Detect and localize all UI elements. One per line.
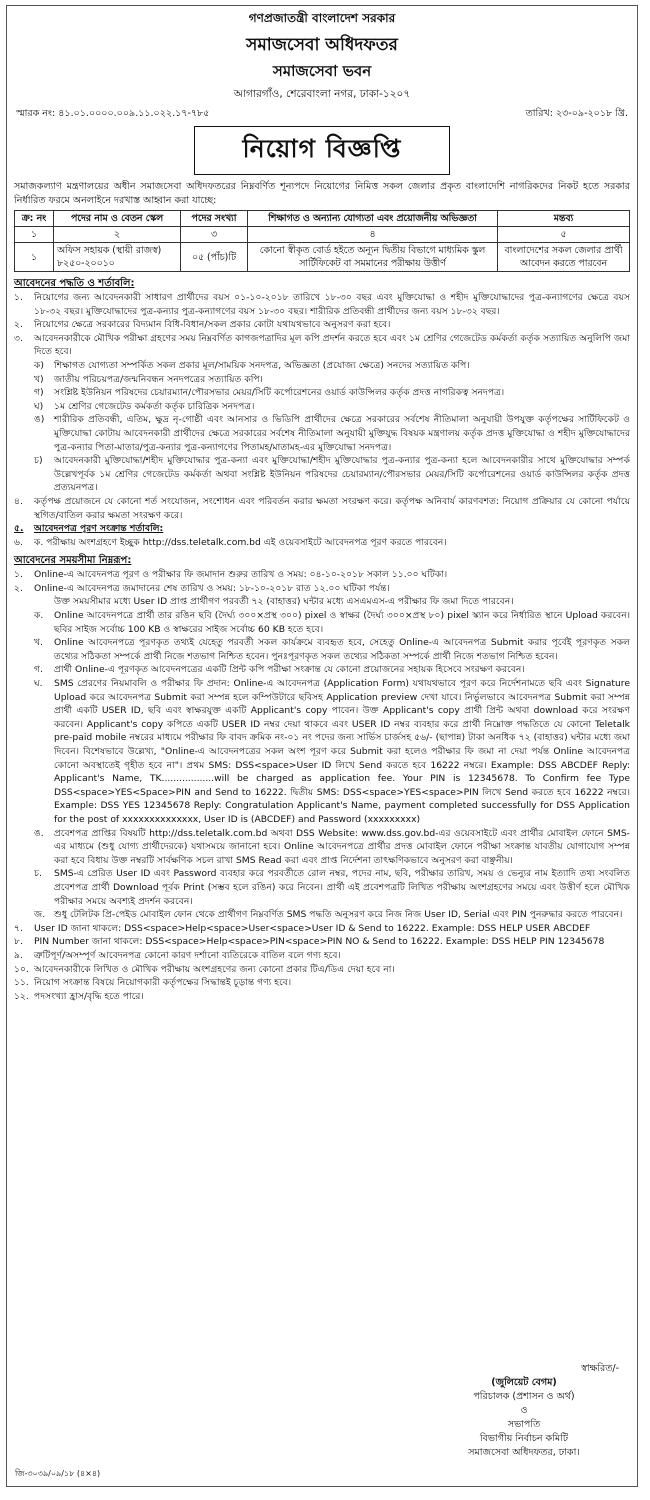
office-name: সমাজসেবা অধিদফতর, ঢাকা।	[468, 1447, 580, 1458]
list-item: ১১. নিয়োগ সংক্রান্ত বিষয়ে নিয়োগকারী কর্তৃপক্ষের সিদ্ধান্তই চূড়ান্ত গণ্য হবে।	[14, 977, 292, 989]
signatory-and: ও	[520, 1405, 528, 1416]
table-cell: অফিস সহায়ক (স্থায়ী রাজস্ব) ৮২৫০-২০০১০	[54, 243, 181, 272]
conditions-heading: আবেদনের পদ্ধতি ও শর্তাবলি:	[14, 278, 135, 289]
committee-name: বিভাগীয় নির্বাচন কমিটি	[479, 1433, 569, 1444]
letterhead	[14, 10, 630, 104]
list-item: ঙ. প্রবেশপত্র প্রাপ্তির বিষয়টি http://dss.teletalk.com.bd অথবা DSS Website: www.dss.gov.bd-এর ওয়েবসাইটে এবং প্রার্থীর মোবাইল ফোনে SMS-এর মাধ্যমে (শুধু যোগ্য প্রার্থীদেরকে) যথাসময়ে জানানো হবে। Online আবেদনপত্রে প্রার্থীর প্রদত্ত মোবাইল ফোনে পরীক্ষা সংক্রান্ত যাবতীয় যোগাযোগ সম্পন্ন করা হবে বিধায় উক্ত নম্বরটি সার্বক্ষণিক সচল রাখা SMS Read করা এবং প্রাপ্ত নির্দেশনা তাৎক্ষণিকভাবে অনুসরণ করা বাঞ্ছনীয়।	[34, 827, 630, 866]
notice-date: তারিখ: ২৩-০৯-২০১৮ খ্রি.	[525, 108, 628, 119]
intro-paragraph: সমাজকল্যাণ মন্ত্রণালয়ের অধীন সমাজসেবা অধিদফতরের নিম্নবর্ণিত শূন্যপদে নিয়োগের নিমিত্ত সকল জেলার প্রকৃত বাংলাদেশি নাগরিকদের নিকট হতে সরকার নির্ধারিত ফরমে অনলাইনে দরখাস্ত আহ্বান করা যাচ্ছে:	[14, 181, 630, 206]
list-item: ৩. আবেদনকারীকে মৌখিক পরীক্ষা গ্রহণের সময় নিম্নবর্ণিত কাগজপত্রাদির মূল কপি প্রদর্শন করতে হবে এবং ১ম শ্রেণির গেজেটেড কর্মকর্তা কর্তৃক সত্যায়িত অনুলিপি জমা দিতে হবে।	[14, 332, 630, 358]
list-item: খ) জাতীয় পরিচয়পত্র/জন্মনিবন্ধন সনদপত্রের সত্যায়িত কপি।	[34, 373, 263, 385]
header-qualification: শিক্ষাগত ও অন্যান্য যোগ্যতা এবং প্রয়োজনীয় অভিজ্ঞতা	[248, 211, 498, 227]
list-item: ২. নিয়োগের ক্ষেত্রে সরকারের বিদ্যমান বিধি-বিধান/সকল প্রকার কোটা যথাযথভাবে অনুসরণ করা হবে।	[14, 319, 391, 331]
table-cell: ৫	[498, 227, 630, 243]
list-item: ১০. আবেদনকারীকে লিখিত ও মৌখিক পরীক্ষায় অংশগ্রহণের জন্য কোনো প্রকার টিএ/ডিএ দেয়া হবে না।	[14, 963, 395, 975]
list-item: ৯. ত্রুটিপূর্ণ/অসম্পূর্ণ আবেদনপত্র কোনো কারণ দর্শানো ব্যতিরেকে বাতিল বলে গণ্য হবে।	[14, 949, 341, 961]
list-item: ৮. PIN Number জানা থাকলে: DSS<space>Help<space>PIN<space>PIN NO & Send to 16222. Example: DSS HELP PIN 12345678	[14, 936, 605, 948]
print-code: জি-৩০৩৯/০৯/১৮ (৪×৪)	[15, 1469, 101, 1478]
list-item: খ. Online আবেদনপত্রে পূরণকৃত তথ্যই যেহেতু পরবর্তী সকল কার্যক্রমে ব্যবহৃত হবে, সেহেতু Online-এ আবেদনপত্র Submit করার পূর্বেই পূরণকৃত সকল তথ্যের সঠিকতা সম্পর্কে প্রার্থী নিজে শতভাগ নিশ্চিত হবেন। পুনঃপূরণকৃত সকল তথ্যের সঠিকতা সম্পর্কে প্রার্থী নিজে শতভাগ নিশ্চিত হবেন।	[34, 637, 630, 662]
government-name: গণপ্রজাতন্ত্রী বাংলাদেশ সরকার	[248, 11, 396, 25]
signatory-role: সভাপতি	[507, 1419, 541, 1430]
table-cell: ০৫ (পাঁচ)টি	[181, 243, 248, 272]
list-item: উক্ত সময়সীমার মধ্যে User ID প্রাপ্ত প্রার্থীগণ পরবর্তী ৭২ (বাহাত্তর) ঘন্টার মধ্যে এসএমএস-এ পরীক্ষার ফি জমা দিতে পারবেন।	[54, 596, 514, 608]
signature-block	[429, 1362, 619, 1460]
reference-row	[14, 107, 630, 122]
list-item: ৬. ক. পরীক্ষায় অংশগ্রহণে ইচ্ছুক http://dss.teletalk.com.bd এই ওয়েবসাইটে আবেদনপত্র পূরণ করতে পারবেন।	[14, 536, 447, 548]
table-cell: ১	[15, 227, 54, 243]
vacancy-table	[14, 210, 630, 272]
notice-title-wrap	[14, 126, 630, 175]
schedule-heading: আবেদনের সময়সীমা নিম্নরূপ:	[14, 555, 132, 567]
teletalk-link[interactable]: http://dss.teletalk.com.bd	[142, 536, 261, 548]
header-serial: ক্র: নং	[15, 211, 54, 227]
list-item: চ) আবেদনকারী মুক্তিযোদ্ধা/শহীদ মুক্তিযোদ্ধার পুত্র-কন্যা এবং মুক্তিযোদ্ধা/শহীদ মুক্তিযোদ্ধার পুত্র-কন্যার পুত্র-কন্যা হলে আবেদনকারীর সাথে মুক্তিযোদ্ধার সম্পর্ক উল্লেখপূর্বক ১ম শ্রেণির গেজেটেড কর্মকর্তা অথবা সংশ্লিষ্ট ইউনিয়ন পরিষদের চেয়ারম্যান/পৌরসভার মেয়র/সিটি কর্পোরেশনের ওয়ার্ড কাউন্সিলর কর্তৃক প্রদত্ত প্রত্যয়নপত্র।	[34, 455, 630, 494]
table-row	[15, 243, 630, 272]
list-item: ৫. আবেদনপত্র পূরণ সংক্রান্ত শর্তাবলি:	[14, 523, 164, 535]
list-item: ঘ. SMS প্রেরণের নিয়মাবলি ও পরীক্ষার ফি প্রদান: Online-এ আবেদনপত্র (Application Form) যথাযথভাবে পূরণ করে নির্দেশনামতে ছবি এবং Signature Upload করে আবেদনপত্র Submit করা সম্পন্ন হলে কম্পিউটারে ছবিসহ Application preview দেখা যাবে। নির্ভুলভাবে আবেদনপত্র Submit করা সম্পন্ন প্রার্থী একটি USER ID, ছবি এবং স্বাক্ষরযুক্ত একটি Applicant's copy পাবেন। উক্ত Applicant's copy প্রার্থী প্রিন্ট অথবা download করে সংরক্ষণ করবেন। Applicant's copy কপিতে একটি USER ID নম্বর দেয়া থাকবে এবং USER ID নম্বর ব্যবহার করে প্রার্থী নিম্নোক্ত পদ্ধতিতে যে কোনো Teletalk pre-paid mobile নম্বরের মাধ্যমে পরীক্ষার ফি বাবদ ক্রমিক নং-০১ নং পদের জন্য সার্ভিস চার্জসহ ৫৬/- (ছাপান্ন) টাকা অনধিক ৭২ (বাহাত্তর) ঘন্টার মধ্যে জমা দিবেন। বিশেষভাবে উল্লেখ্য, "Online-এ আবেদনপত্রের সকল অংশ পূরণ করে Submit করা হলেও পরীক্ষার ফি জমা না দেয়া পর্যন্ত Online আবেদনপত্র কোনো অবস্থাতেই গৃহীত হবে না"। প্রথম SMS: DSS<space>User ID লিখে Send করতে হবে 16222 নম্বরে। Example: DSS ABCDEF Reply: Applicant's Name, TK..................will be charged as application fee. Your PIN is 12345678. To Confirm fee Type DSS<space>YES<Space>PIN and Send to 16222. দ্বিতীয় SMS: DSS<space>YES<space>PIN লিখে Send করতে হবে 16222 নম্বরে। Example: DSS YES 12345678 Reply: Congratulation Applicant's Name, payment completed successfully for DSS Application for the post of xxxxxxxxxxxxxx, User ID is (ABCDEF) and Password (xxxxxxxxx)	[34, 678, 630, 825]
table-index-row	[15, 227, 630, 243]
building-name: সমাজসেবা ভবন	[272, 62, 372, 80]
list-item: গ) সংশ্লিষ্ট ইউনিয়ন পরিষদের চেয়ারম্যান/পৌরসভার মেয়র/সিটি কর্পোরেশনের ওয়ার্ড কাউন্সিলর কর্তৃক প্রদত্ত নাগরিকত্ব সনদপত্র।	[34, 387, 505, 399]
header-remarks: মন্তব্য	[498, 211, 630, 227]
list-item: ১২. পদসংখ্যা হ্রাস/বৃদ্ধি হতে পারে।	[14, 990, 144, 1002]
memo-number: স্মারক নং: ৪১.০১.০০০০.০০৯.১১.০২২.১৭-৭৮৫	[16, 108, 210, 119]
signatory-name: (জুলিয়েট বেগম)	[491, 1377, 557, 1388]
header-post: পদের নাম ও বেতন স্কেল	[54, 211, 181, 227]
list-item: ১. নিয়োগের জন্য আবেদনকারী সাধারণ প্রার্থীদের বয়স ০১-১০-২০১৮ তারিখে ১৮-৩০ বছর এবং মুক্তিযোদ্ধা ও শহীদ মুক্তিযোদ্ধাদের পুত্র-কন্যাগণের ক্ষেত্রে বয়স ১৮-৩২ বছর। মুক্তিযোদ্ধাদের পুত্র-কন্যার পুত্র-কন্যাগণের বয়স ১৮-৩০ বছর। শারীরিক প্রতিবন্ধী প্রার্থীদের জন্য বয়স ১৮-৩২ বছর।	[14, 292, 630, 317]
list-item: ৪. কর্তৃপক্ষ প্রয়োজনে যে কোনো শর্ত সংযোজন, সংশোধন এবং পরিবর্তন করার ক্ষমতা সংরক্ষণ করে। কর্তৃপক্ষ অনিবার্য কারণবশত: নিয়োগ প্রক্রিয়ার যে কোনো পর্যায়ে স্থগিত/বাতিল করার ক্ষমতা সংরক্ষণ করে।	[14, 495, 630, 521]
list-item: ক. Online আবেদনপত্রে প্রার্থী তার রঙিন ছবি (দৈর্ঘ্য ৩০০×প্রস্থ ৩০০) pixel ও স্বাক্ষর (দৈর্ঘ্য ৩০০×প্রস্থ ৮০) pixel স্ক্যান করে নির্ধারিত স্থানে Upload করবেন। ছবির সাইজ সর্বোচ্চ 100 KB ও স্বাক্ষরের সাইজ সর্বোচ্চ 60 KB হতে হবে।	[34, 610, 630, 635]
list-item: ৭. User ID জানা থাকলে: DSS<space>Help<space>User<space>User ID & Send to 16222. Example: DSS HELP USER ABCDEF	[14, 922, 591, 934]
list-item: জ. শুধু টেলিটক প্রি-পেইড মোবাইল ফোন থেকে প্রার্থীগণ নিম্নবর্ণিত SMS পদ্ধতি অনুসরণ করে নিজ নিজ User ID, Serial এবং PIN পুনরুদ্ধার করতে পারবেন।	[34, 909, 623, 921]
list-item: গ. প্রার্থী Online-এ পূরণকৃত আবেদনপত্রের একটি প্রিন্ট কপি পরীক্ষা সংক্রান্ত যে কোনো প্রয়োজনের সহায়ক হিসেবে সংরক্ষণ করবেন।	[34, 664, 525, 676]
table-cell: বাংলাদেশের সকল জেলার প্রার্থী আবেদন করতে পারবেন	[498, 243, 630, 272]
list-item: ঙ) শারীরিক প্রতিবন্ধী, এতিম, ক্ষুদ্র নৃ-গোষ্ঠী এবং আনসার ও ভিডিপি প্রার্থীদের ক্ষেত্রে সরকারের সর্বশেষ নীতিমালা অনুযায়ী উপযুক্ত কর্তৃপক্ষের সার্টিফিকেট ও মুক্তিযোদ্ধা কোটায় আবেদনকারী প্রার্থীদের ক্ষেত্রে সরকারের সর্বশেষ নীতিমালা অনুযায়ী মুক্তিযুদ্ধ বিষয়ক মন্ত্রণালয় কর্তৃক প্রদত্ত মুক্তিযোদ্ধা ও শহীদ মুক্তিযোদ্ধাদের পুত্র-কন্যার পিতা-মাতার/পুত্র-কন্যার পুত্র-কন্যাগণের পিতামহ/মাতামহ-এর মুক্তিযোদ্ধা সনদপত্র।	[34, 414, 630, 453]
signed-label: স্বাক্ষরিত/-	[581, 1363, 619, 1374]
table-cell: ২	[54, 227, 181, 243]
list-item: ২. Online-এ আবেদনপত্র জমাদানের শেষ তারিখ ও সময়: ১৮-১০-২০১৮ রাত ১২.০০ ঘটিকা পর্যন্ত।	[14, 582, 390, 594]
list-item: ক) শিক্ষাগত যোগ্যতা সম্পর্কিত সকল প্রকার মূল/সাময়িক সনদপত্র, অভিজ্ঞতা (প্রযোজ্য ক্ষেত্রে) সনদের সত্যায়িত কপি।	[34, 359, 470, 371]
list-item: ঘ) ১ম শ্রেণির গেজেটেড কর্মকর্তা কর্তৃক চারিত্রিক সনদপত্র।	[34, 400, 255, 412]
table-cell: ১	[15, 243, 54, 272]
header-count: পদের সংখ্যা	[181, 211, 248, 227]
list-item: চ. SMS-এ প্রেরিত User ID এবং Password ব্যবহার করে পরবর্তীতে রোল নম্বর, পদের নাম, ছবি, পরীক্ষার তারিখ, সময় ও ভেন্যুর নাম ইত্যাদি তথ্য সংবলিত প্রবেশপত্র প্রার্থী Download পূর্বক Print (সম্ভব হলে রঙিন) করে নিবেন। প্রার্থী এই প্রবেশপত্রটি লিখিত পরীক্ষায় অংশগ্রহণের সময়ে এবং উত্তীর্ণ হলে মৌখিক পরীক্ষার সময়ে অবশ্যই প্রদর্শন করবেন।	[34, 868, 630, 907]
list-item: ১. Online-এ আবেদনপত্র পূরণ ও পরীক্ষার ফি জমাদান শুরুর তারিখ ও সময়: ০৪-১০-২০১৮ সকাল ১১.০০ ঘটিকা।	[14, 569, 448, 581]
address: আগারগাঁও, শেরেবাংলা নগর, ঢাকা-১২০৭	[233, 88, 411, 100]
notice-page	[6, 5, 638, 1487]
notice-title: নিয়োগ বিজ্ঞপ্তি	[194, 126, 451, 175]
table-cell: কোনো স্বীকৃত বোর্ড হইতে অন্যূন দ্বিতীয় বিভাগে মাধ্যমিক স্কুল সার্টিফিকেট বা সমমানের পরীক্ষায় উত্তীর্ণ	[248, 243, 498, 272]
table-cell: ৩	[181, 227, 248, 243]
department-name: সমাজসেবা অধিদফতর	[246, 35, 398, 55]
table-cell: ৪	[248, 227, 498, 243]
signatory-title: পরিচালক (প্রশাসন ও অর্থ)	[473, 1391, 575, 1402]
table-header-row	[15, 211, 630, 227]
